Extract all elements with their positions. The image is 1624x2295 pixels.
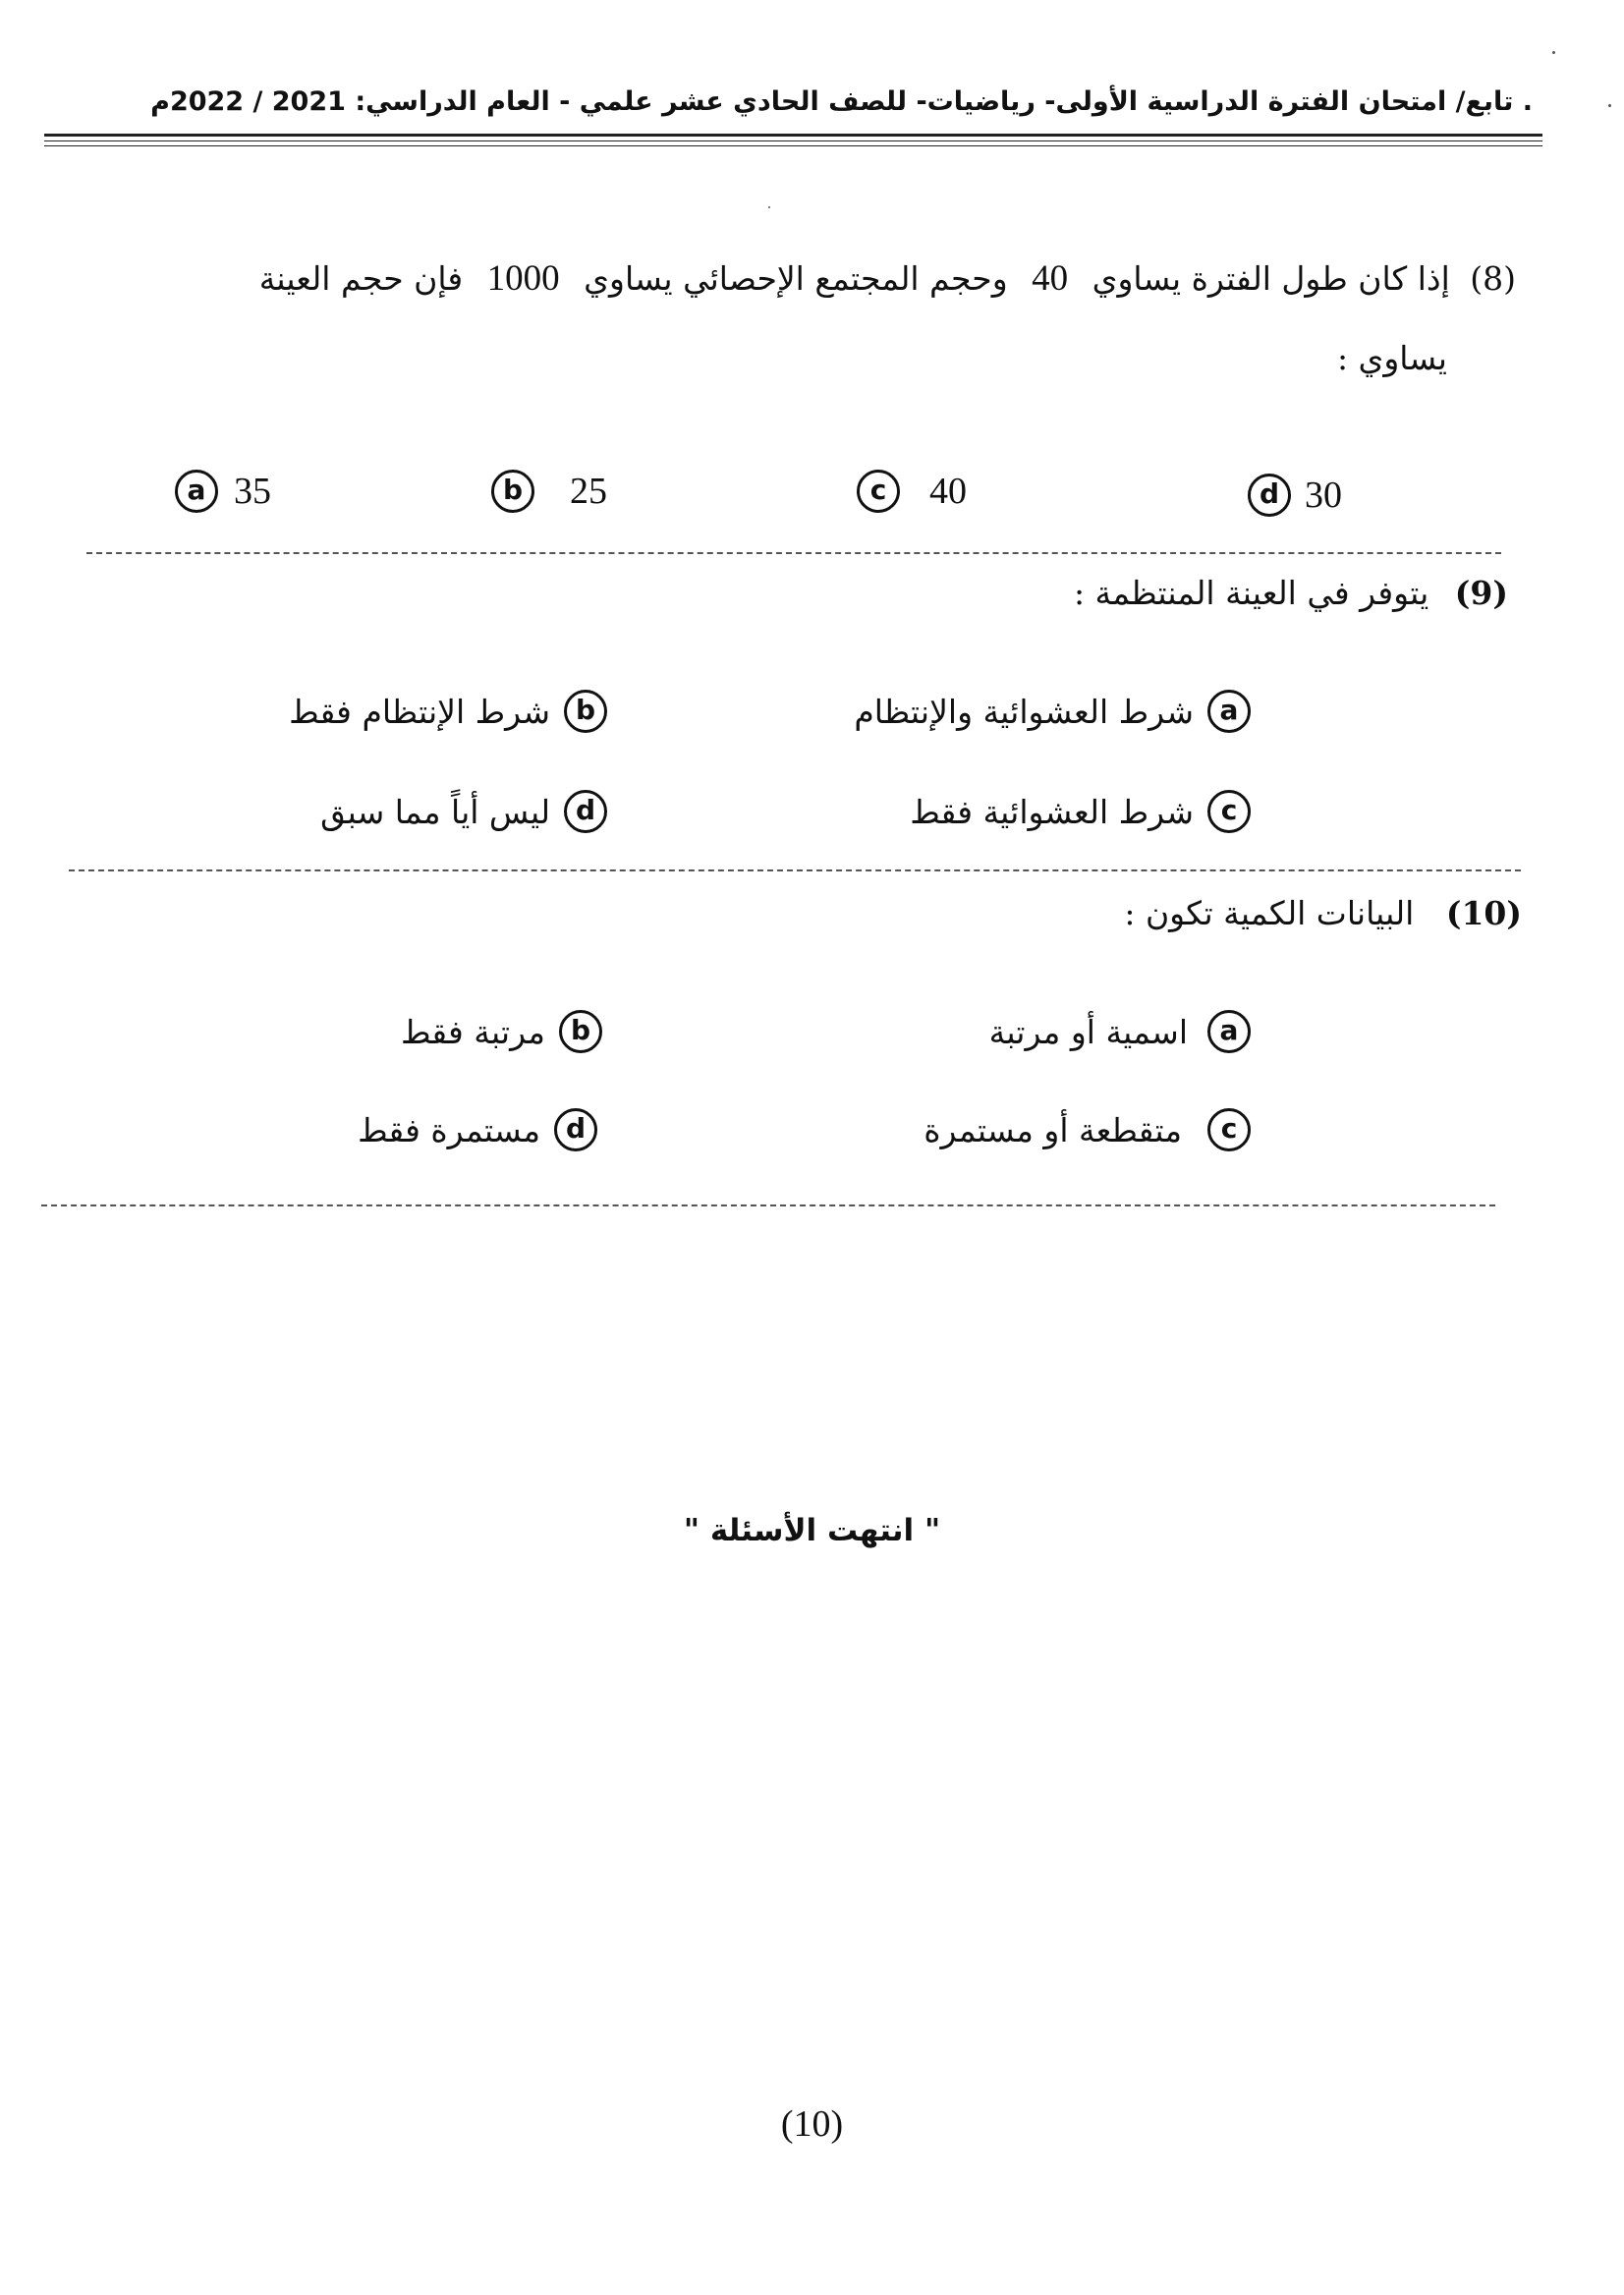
question-9-line — [1074, 574, 1508, 612]
option-value: 35 — [234, 471, 271, 512]
option-text: ليس أياً مما سبق — [320, 792, 550, 831]
option-text: شرط العشوائية والإنتظام — [854, 692, 1194, 731]
question-value: 1000 — [486, 258, 560, 299]
scan-speck — [1552, 51, 1555, 54]
option-letter-badge: d — [554, 1108, 597, 1151]
option-letter-badge: a — [1207, 690, 1251, 733]
option-text: مرتبة فقط — [400, 1012, 545, 1051]
option-a[interactable] — [175, 470, 271, 513]
section-divider — [41, 1204, 1495, 1206]
option-b[interactable] — [491, 470, 607, 513]
question-text: إذا كان طول الفترة يساوي — [1092, 259, 1450, 298]
option-d[interactable] — [358, 1108, 597, 1151]
option-c[interactable] — [924, 1108, 1251, 1151]
scan-speck — [1608, 104, 1611, 107]
option-letter-badge: c — [857, 470, 900, 513]
header-rule — [44, 145, 1542, 146]
end-of-questions-note: " انتهت الأسئلة " — [683, 1513, 941, 1548]
option-text: شرط الإنتظام فقط — [289, 692, 550, 731]
question-text: يتوفر في العينة المنتظمة : — [1073, 574, 1429, 612]
question-8-line-2: يساوي : — [1336, 339, 1447, 377]
header-rule — [44, 140, 1542, 141]
option-c[interactable] — [857, 470, 967, 513]
option-letter-badge: d — [1248, 474, 1291, 517]
question-8-line-1 — [259, 257, 1516, 300]
header-rule — [44, 134, 1542, 137]
question-text: فإن حجم العينة — [258, 259, 464, 298]
question-10-line — [1124, 894, 1522, 932]
exam-header: . تابع/ امتحان الفترة الدراسية الأولى- رياضيات- للصف الحادي عشر علمي - العام الدراسي: 2021 / 2022م — [150, 86, 1533, 117]
question-text: وحجم المجتمع الإحصائي يساوي — [584, 259, 1008, 298]
option-letter-badge: d — [564, 790, 607, 833]
question-value: 40 — [1032, 258, 1069, 299]
option-b[interactable] — [289, 690, 607, 733]
section-divider — [86, 552, 1501, 554]
option-b[interactable] — [401, 1010, 602, 1053]
option-letter-badge: b — [559, 1010, 602, 1053]
option-d[interactable] — [320, 790, 607, 833]
option-d[interactable] — [1248, 474, 1342, 517]
option-letter-badge: c — [1207, 1108, 1251, 1151]
option-c[interactable] — [910, 790, 1251, 833]
question-number: (8) — [1470, 259, 1516, 298]
option-a[interactable] — [854, 690, 1251, 733]
option-text: شرط العشوائية فقط — [910, 792, 1194, 831]
option-text: متقطعة أو مستمرة — [924, 1110, 1182, 1149]
option-value: 25 — [570, 471, 607, 512]
option-letter-badge: b — [564, 690, 607, 733]
question-number: (9) — [1454, 574, 1508, 612]
option-letter-badge: b — [491, 470, 534, 513]
option-letter-badge: c — [1207, 790, 1251, 833]
question-number: (10) — [1445, 894, 1522, 932]
option-letter-badge: a — [1207, 1010, 1251, 1053]
question-text: البيانات الكمية تكون : — [1124, 894, 1415, 932]
option-text: مستمرة فقط — [358, 1110, 540, 1149]
option-value: 30 — [1305, 475, 1342, 516]
option-letter-badge: a — [175, 470, 218, 513]
page-number: (10) — [780, 2103, 844, 2145]
option-value: 40 — [929, 471, 967, 512]
scan-speck — [768, 206, 770, 208]
option-a[interactable] — [989, 1010, 1251, 1053]
option-text: اسمية أو مرتبة — [988, 1012, 1188, 1051]
section-divider — [69, 869, 1521, 871]
